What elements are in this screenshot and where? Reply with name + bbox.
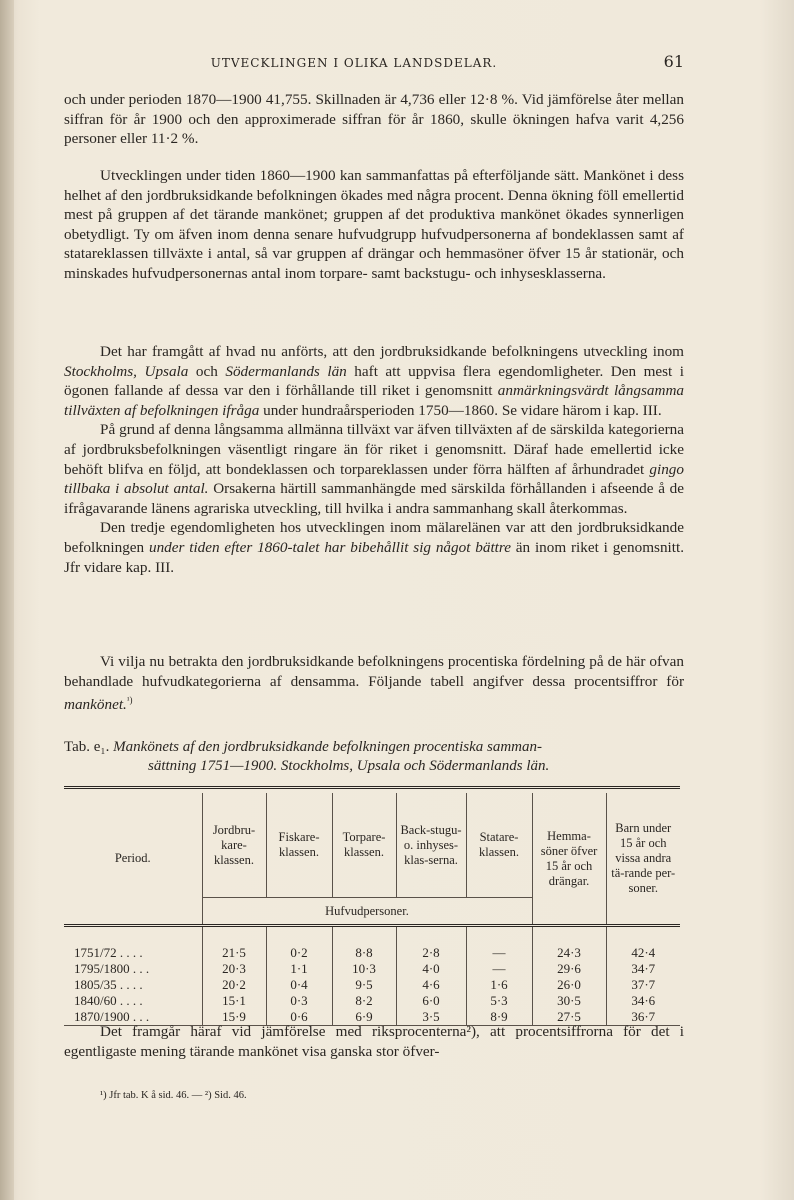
paragraph-2-text: Utvecklingen under tiden 1860—1900 kan sammanfattas på efterföljande sätt. Mankönet i dess helhet af den jordbruksidkande befolkningen ökades med några procent. Denna ökning föll emellertid mest på gruppen af det tärande mankönet; gruppen af det produktiva mankönet ökades synnerligen obetydligt. Ty om äfven inom denna senare hufvudgrupp hufvudpersonerna af bondeklassen samt af statareklassen tillväxte i antal, så var gruppen af drängar och hemmasöner öfver 15 år stationär, och minskades hufvudpersonernas antal inom torpare- samt backstugu- och inhysesklasserna. — [64, 167, 684, 282]
cell: 1·1 — [266, 961, 332, 977]
table-row — [64, 977, 680, 993]
p3-emphasis-3: anmärkningsvärdt långsamma tillväxten af befolkningen ifråga — [64, 382, 685, 419]
paragraph-2 — [64, 166, 684, 284]
running-head: UTVECKLINGEN I OLIKA LANDSDELAR. — [210, 56, 498, 70]
cell-period: 1840/60 . . . . — [74, 993, 143, 1008]
cell: 29·6 — [532, 961, 606, 977]
paragraph-6-text — [64, 652, 684, 715]
table-title-line-2: sättning 1751—1900. Stockholms, Upsala och Södermanlands län. — [148, 758, 550, 774]
cell: 15·9 — [202, 1009, 266, 1026]
cell: 8·9 — [466, 1009, 532, 1026]
table-label: Tab. e₁. — [64, 739, 110, 755]
cell: 0·2 — [266, 927, 332, 961]
paragraphs-3-5 — [64, 342, 684, 577]
paragraph-6 — [64, 652, 684, 715]
footnote: ¹) Jfr tab. K å sid. 46. — ²) Sid. 46. — [100, 1090, 247, 1101]
cell-period: 1751/72 . . . . — [74, 945, 143, 960]
cell-period: 1805/35 . . . . — [74, 977, 143, 992]
cell: 24·3 — [532, 927, 606, 961]
col-header-hemmasoner: Hemma-söner öfver 15 år och drängar. — [532, 793, 606, 926]
cell: 34·6 — [606, 993, 680, 1009]
table-title-line-1: Mankönets af den jordbruksidkande befolkningen procentiska samman- — [113, 739, 542, 755]
cell: 20·3 — [202, 961, 266, 977]
cell: 20·2 — [202, 977, 266, 993]
paragraph-3 — [64, 342, 684, 420]
cell: 30·5 — [532, 993, 606, 1009]
cell: 26·0 — [532, 977, 606, 993]
p6-emphasis: mankönet. — [64, 696, 127, 714]
table-row — [64, 961, 680, 977]
cell: 6·9 — [332, 1009, 396, 1026]
cell: — — [466, 961, 532, 977]
p4-text-b: Orsakerna härtill sammanhängde med särskilda förhållanden i afseende å de ifrågavarande länens agrariska utveckling, till hvilka i andra sammanhang skall återkommas. — [64, 480, 684, 517]
cell-period: 1870/1900 . . . — [64, 1009, 202, 1026]
p6-text-a: Vi vilja nu betrakta den jordbruksidkande befolkningens procentiska fördelning på de här ofvan behandlade hufvudkategorierna af densamma. Följande tabell angifver dessa procentsiffror för — [64, 653, 684, 690]
cell: 4·6 — [396, 977, 466, 993]
cell: 42·4 — [606, 927, 680, 961]
cell-period: 1795/1800 . . . — [74, 961, 150, 976]
p4-text-a: På grund af denna långsamma allmänna tillväxt var äfven tillväxten af de särskilda kategorierna af jordbruksbefolkningen väsentligt ringare än för riket i genomsnitt. Däraf hade emellertid icke behöft blifva en följd, att bondeklassen och torpareklassen under förra hälften af århundradet — [64, 421, 684, 478]
paragraph-1 — [64, 90, 684, 149]
col-header-jordbrukare: Jordbru-kare-klassen. — [202, 793, 266, 898]
statistics-table — [64, 786, 684, 1026]
col-header-backstugu: Back-stugu- o. inhyses-klas-serna. — [396, 793, 466, 898]
p3-text-a: Det har framgått af hvad nu anförts, att den jordbruksidkande befolkningens utveckling inom — [100, 343, 684, 360]
paragraph-7-text: Det framgår häraf vid jämförelse med riksprocenterna²), att procentsiffrorna för det i egentligaste mening tärande mankönet visa ganska stor öfver- — [64, 1023, 684, 1060]
book-spine-shadow — [0, 0, 14, 1200]
cell: 8·8 — [332, 927, 396, 961]
cell: 27·5 — [532, 1009, 606, 1026]
cell: 10·3 — [332, 961, 396, 977]
cell: 36·7 — [606, 1009, 680, 1026]
p3-text-c: haft att uppvisa flera egendomligheter. Den mest i ögonen fallande af dessa var den i förhållande till riket i genomsnitt — [64, 362, 685, 400]
p5-text-a: Den tredje egendomligheten hos utvecklingen inom mälarelänen var att den jordbruksidkande befolkningen — [64, 519, 684, 556]
p3-text-d: under hundraårsperioden 1750—1860. Se vidare härom i kap. III. — [259, 401, 662, 419]
cell: — — [466, 927, 532, 961]
cell: 6·0 — [396, 993, 466, 1009]
table-row — [64, 993, 680, 1009]
paragraph-7 — [64, 1022, 684, 1061]
paragraph-5 — [64, 518, 684, 577]
p4-emphasis: gingo tillbaka i absolut antal. — [64, 460, 684, 498]
paragraph-1-text: och under perioden 1870—1900 41,755. Skillnaden är 4,736 eller 12·8 %. Vid jämförelse åter mellan siffran för år 1900 och den approximerade siffran för år 1860, skulle ökningen hafva varit 4,256 personer eller 11·2 %. — [64, 91, 684, 148]
table-caption — [64, 738, 694, 776]
cell: 3·5 — [396, 1009, 466, 1026]
cell: 0·3 — [266, 993, 332, 1009]
cell: 2·8 — [396, 927, 466, 961]
p3-emphasis-2: Södermanlands län — [225, 362, 347, 380]
cell: 9·5 — [332, 977, 396, 993]
col-header-fiskare: Fiskare-klassen. — [266, 793, 332, 898]
footnote-ref-1: ¹) — [126, 695, 133, 706]
p5-emphasis: under tiden efter 1860-talet har bibehållit sig något bättre — [148, 538, 511, 556]
table-row — [64, 927, 680, 961]
p5-text-b: än inom riket i genomsnitt. Jfr vidare kap. III. — [64, 538, 684, 576]
col-header-torpare: Torpare-klassen. — [332, 793, 396, 898]
group-header-hufvudpersoner: Hufvudpersoner. — [202, 898, 532, 926]
cell: 4·0 — [396, 961, 466, 977]
table-header-row — [64, 793, 680, 898]
p3-text-b: och — [188, 362, 226, 380]
table-top-rule — [64, 786, 680, 793]
page-number: 61 — [663, 52, 684, 71]
cell: 1·6 — [466, 977, 532, 993]
cell: 37·7 — [606, 977, 680, 993]
col-header-barn: Barn under 15 år och vissa andra tä-rande per-soner. — [606, 793, 680, 926]
col-header-period: Period. — [114, 851, 151, 865]
col-header-statare: Statare-klassen. — [466, 793, 532, 898]
cell: 5·3 — [466, 993, 532, 1009]
paragraph-4 — [64, 420, 684, 518]
p3-emphasis-1: Stockholms, Upsala — [64, 362, 189, 380]
cell: 0·4 — [266, 977, 332, 993]
cell: 15·1 — [202, 993, 266, 1009]
cell: 0·6 — [266, 1009, 332, 1026]
cell: 34·7 — [606, 961, 680, 977]
page-header — [64, 52, 684, 74]
cell: 21·5 — [202, 927, 266, 961]
cell: 8·2 — [332, 993, 396, 1009]
